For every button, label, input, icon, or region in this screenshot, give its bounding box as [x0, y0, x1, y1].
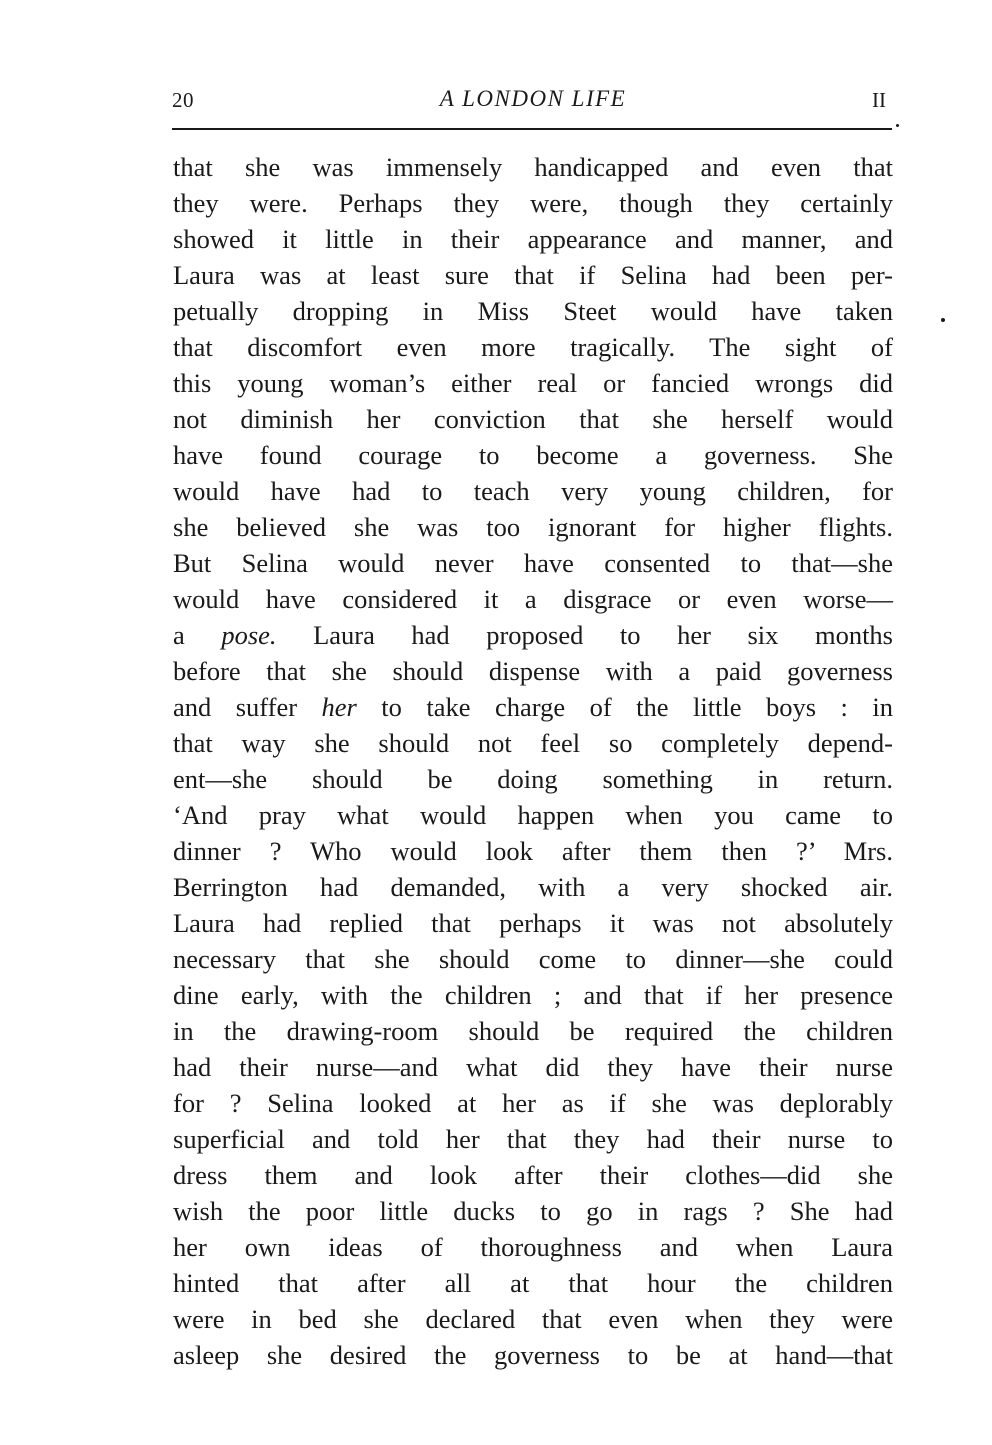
text-line	[173, 437, 893, 473]
text-segment: were in bed she declared that even when they were	[173, 1304, 893, 1334]
running-title: A LONDON LIFE	[439, 86, 627, 111]
margin-mark	[941, 318, 945, 322]
text-line	[173, 1301, 893, 1337]
text-segment: But Selina would never have consented to that—she	[173, 548, 893, 578]
text-segment: that discomfort even more tragically. The sight of	[173, 332, 893, 362]
text-line	[173, 1157, 893, 1193]
text-line	[173, 617, 893, 653]
text-line	[173, 869, 893, 905]
text-line	[173, 257, 893, 293]
text-line	[173, 221, 893, 257]
header-rule	[172, 128, 892, 130]
text-segment: would have had to teach very young children, for	[173, 476, 893, 506]
text-line	[173, 329, 893, 365]
text-segment: wish the poor little ducks to go in rags ? She had	[173, 1196, 893, 1226]
rule-end-dot	[896, 124, 899, 127]
text-segment: they were. Perhaps they were, though they certainly	[173, 188, 893, 218]
text-segment: dine early, with the children ; and that if her presence	[173, 980, 893, 1010]
text-line	[173, 545, 893, 581]
text-segment: that she was immensely handicapped and even that	[173, 152, 893, 182]
text-segment: not diminish her conviction that she herself would	[173, 404, 893, 434]
signature-mark: II	[872, 88, 886, 112]
text-segment: Laura had replied that perhaps it was not absolutely	[173, 908, 893, 938]
text-line	[173, 401, 893, 437]
text-segment: Laura had proposed to her six months	[276, 620, 893, 650]
text-segment: her own ideas of thoroughness and when Laura	[173, 1232, 893, 1262]
text-segment: before that she should dispense with a paid governess	[173, 656, 893, 686]
text-line	[173, 365, 893, 401]
text-line	[173, 725, 893, 761]
text-segment: ent—she should be doing something in return.	[173, 764, 893, 794]
text-segment: to take charge of the little boys : in	[356, 692, 893, 722]
text-segment: Berrington had demanded, with a very shocked air.	[173, 872, 893, 902]
text-segment: would have considered it a disgrace or even worse—	[173, 584, 893, 614]
text-segment: dinner ? Who would look after them then ?’ Mrs.	[173, 836, 893, 866]
text-segment: that way she should not feel so completely depend-	[173, 728, 893, 758]
italic-text: her	[321, 692, 357, 722]
text-line	[173, 1229, 893, 1265]
text-line	[173, 509, 893, 545]
text-line	[173, 1193, 893, 1229]
text-segment: a	[173, 620, 222, 650]
text-segment: ‘And pray what would happen when you came to	[173, 800, 893, 830]
text-line	[173, 977, 893, 1013]
running-header	[172, 84, 894, 118]
text-line	[173, 581, 893, 617]
text-line	[173, 653, 893, 689]
text-line	[173, 797, 893, 833]
text-segment: Laura was at least sure that if Selina had been per-	[173, 260, 893, 290]
text-segment: and suffer	[173, 692, 322, 722]
text-line	[173, 293, 893, 329]
text-segment: hinted that after all at that hour the children	[173, 1268, 893, 1298]
text-segment: for ? Selina looked at her as if she was deplorably	[173, 1088, 893, 1118]
text-line	[173, 473, 893, 509]
text-line	[173, 689, 893, 725]
text-segment: had their nurse—and what did they have their nurse	[173, 1052, 893, 1082]
text-segment: showed it little in their appearance and manner, and	[173, 224, 893, 254]
text-segment: she believed she was too ignorant for higher flights.	[173, 512, 893, 542]
italic-text: pose.	[221, 620, 277, 650]
text-line	[173, 1049, 893, 1085]
text-segment: superficial and told her that they had their nurse to	[173, 1124, 893, 1154]
text-line	[173, 1085, 893, 1121]
body-text	[173, 149, 893, 1373]
text-segment: in the drawing-room should be required the children	[173, 1016, 893, 1046]
text-line	[173, 185, 893, 221]
text-segment: dress them and look after their clothes—did she	[173, 1160, 893, 1190]
text-segment: petually dropping in Miss Steet would have taken	[173, 296, 893, 326]
text-segment: have found courage to become a governess. She	[173, 440, 893, 470]
text-line	[173, 905, 893, 941]
text-segment: this young woman’s either real or fancied wrongs did	[173, 368, 893, 398]
text-line	[173, 149, 893, 185]
text-line	[173, 1121, 893, 1157]
text-line	[173, 761, 893, 797]
text-segment: asleep she desired the governess to be at hand—that	[173, 1340, 893, 1370]
text-line	[173, 941, 893, 977]
text-line	[173, 1265, 893, 1301]
text-line	[173, 833, 893, 869]
text-segment: necessary that she should come to dinner—she could	[173, 944, 893, 974]
text-line	[173, 1013, 893, 1049]
page-number: 20	[172, 88, 194, 112]
text-line	[173, 1337, 893, 1373]
